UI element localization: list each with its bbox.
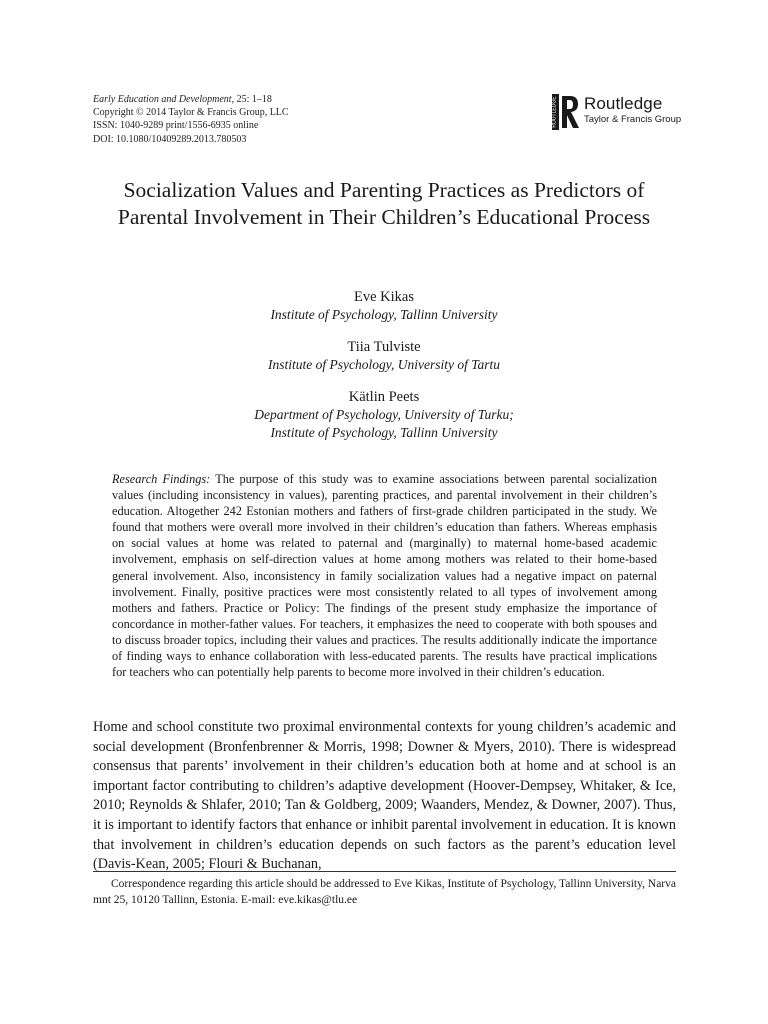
publisher-logo [552,94,682,130]
author-block [100,338,668,374]
author-name: Kätlin Peets [348,389,420,405]
author-affiliation: Institute of Psychology, Tallinn University [270,307,498,322]
abstract [112,471,657,680]
copyright-line: Copyright © 2014 Taylor & Francis Group, LLC [93,107,289,119]
author-affiliation: Institute of Psychology, Tallinn University [270,425,498,440]
abstract-text: The purpose of this study was to examine associations between parental socialization values (including inconsistency in values), parenting practices, and parental involvement in their children’s education. Altogether 242 Estonian mothers and fathers of first-grade children participated in the study. We found that mothers were overall more involved in their children’s education than fathers. Whereas emphasis on social values at home was related to paternal and (marginally) to maternal home-based academic involvement, emphasis on self-direction values at home among mothers was related to their home-based general involvement. Also, inconsistency in family socialization values had a negative impact on paternal involvement. Finally, positive practices were most consistently related to all types of involvement among mothers and fathers. Practice or Policy: The findings of the present study emphasize the importance of concordance in mother-father values. For teachers, it emphasizes the need to cooperate with both spouses and to discuss broader topics, including their values and practices. The results additionally indicate the importance of finding ways to enhance collaboration with less-educated parents. The results have practical implications for teachers who can potentially help parents to become more involved in their children’s education. [112,472,657,680]
correspondence-footnote: Correspondence regarding this article should be addressed to Eve Kikas, Institute of Psychology, Tallinn University, Narva mnt 25, 10120 Tallinn, Estonia. E-mail: eve.kikas@tlu.ee [93,878,676,906]
journal-citation [93,93,289,106]
issn-line: ISSN: 1040-9289 print/1556-6935 online [93,120,259,132]
author-block [100,288,668,324]
abstract-label: Research Findings: [112,472,211,486]
author-block [100,388,668,442]
doi-line: DOI: 10.1080/10409289.2013.780503 [93,133,247,145]
routledge-logo-icon [552,94,580,130]
journal-name: Early Education and Development [93,94,232,105]
publisher-name: Routledge [584,94,663,113]
body-paragraph: Home and school constitute two proximal environmental contexts for young children’s academic and social development (Bronfenbrenner & Morris, 1998; Downer & Myers, 2010). There is widespread consensus that parents’ involvement in their children’s education both at home and at school is an important factor contributing to children’s adaptive development (Hoover-Dempsey, Whitaker, & Ice, 2010; Reynolds & Shlafer, 2010; Tan & Goldberg, 2009; Waanders, Mendez, & Downer, 2007). Thus, it is important to identify factors that enhance or inhibit parental involvement in education. It is known that involvement in children’s education depends on such factors as the parent’s education level (Davis-Kean, 2005; Flouri & Buchanan, [93,719,676,873]
logo-spine-text: ROUTLEDGE [552,96,558,128]
publisher-subtitle: Taylor & Francis Group [584,114,682,125]
author-name: Eve Kikas [354,289,414,305]
article-title: Socialization Values and Parenting Practices as Predictors of Parental Involvement in Their Children’s Educational Process [117,178,651,229]
journal-volume-pages: , 25: 1–18 [231,94,272,105]
author-affiliation: Department of Psychology, University of Turku; [254,407,514,422]
footnote-divider [93,871,676,872]
journal-meta [93,93,289,146]
author-name: Tiia Tulviste [347,339,421,355]
author-affiliation: Institute of Psychology, University of Tartu [268,357,500,372]
